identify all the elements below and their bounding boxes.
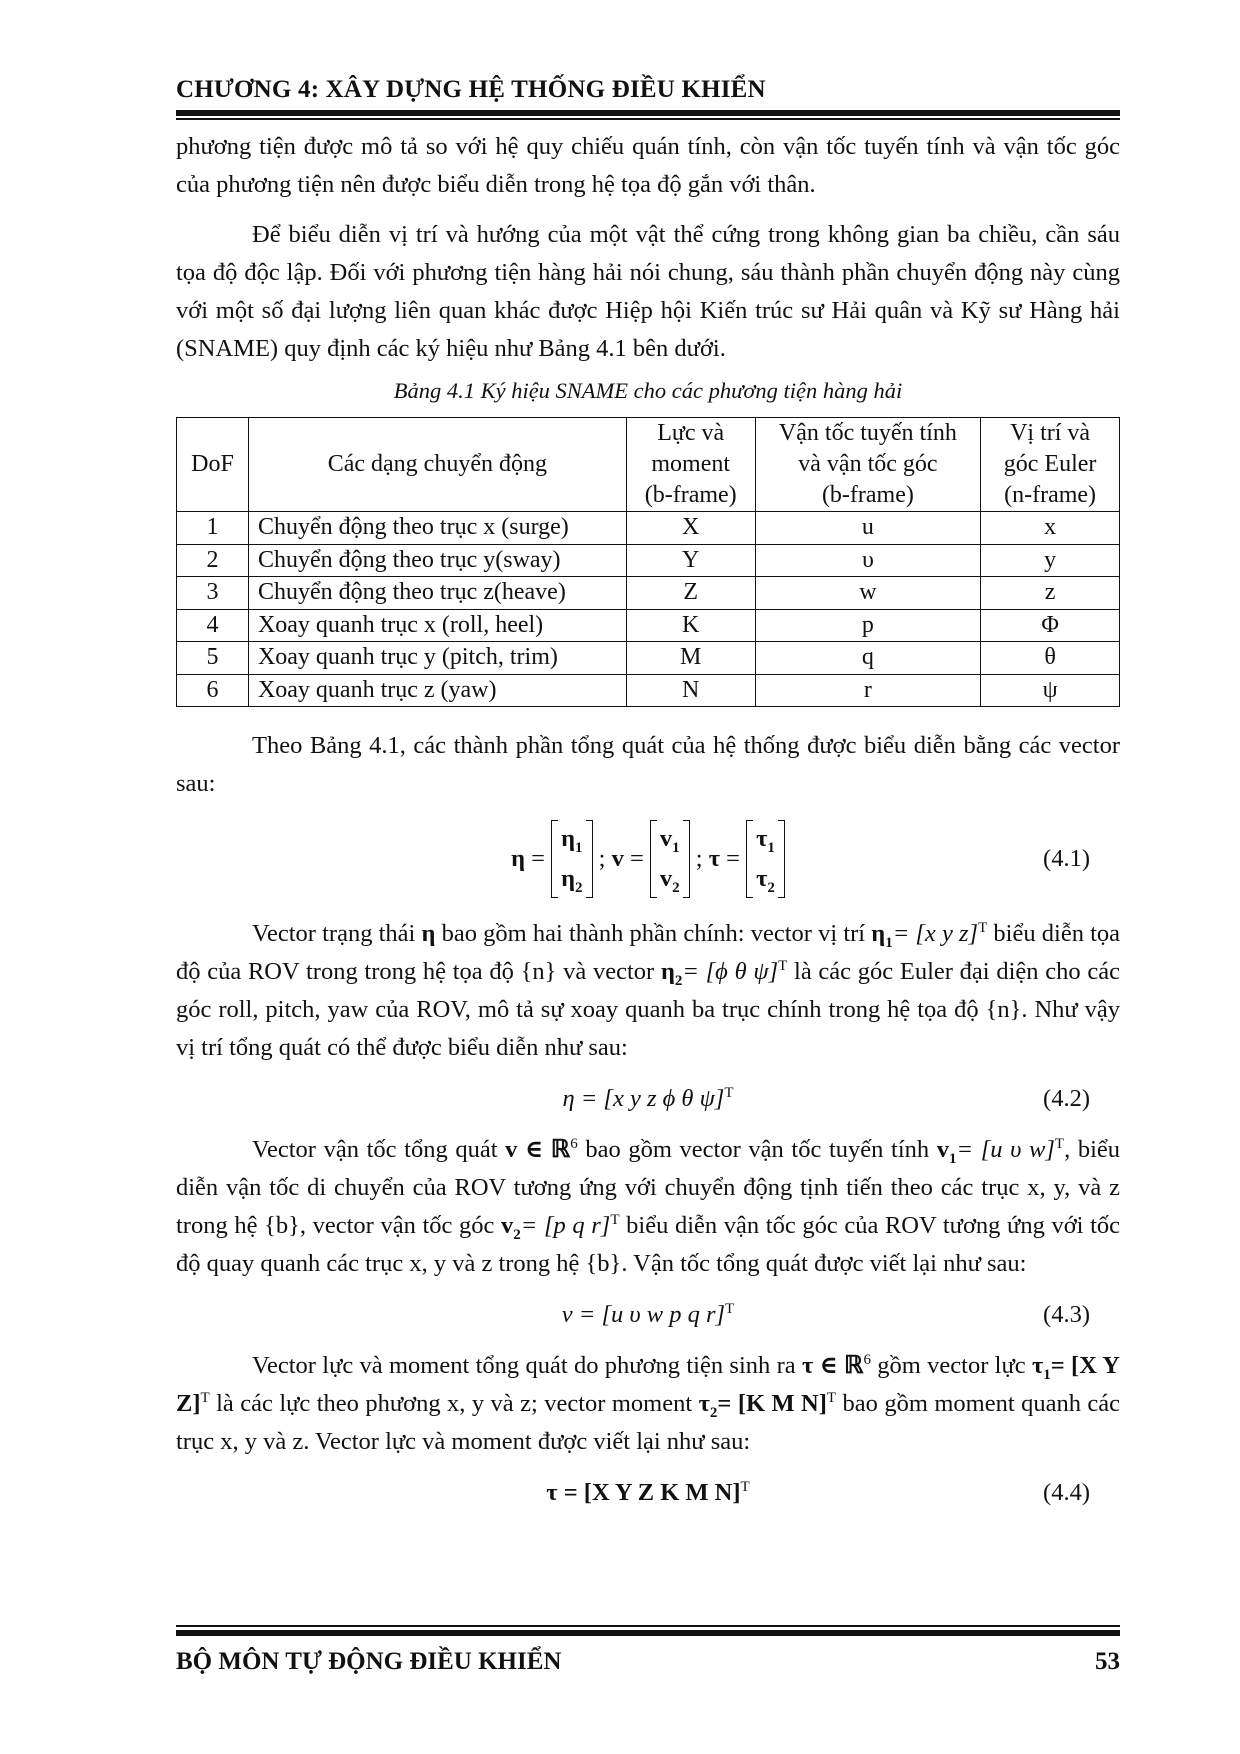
footer-rule-thin (176, 1625, 1120, 1627)
equation-4-4 (176, 1471, 1120, 1515)
cell-force: Z (626, 577, 755, 610)
symbol-semicolon: ; (695, 845, 703, 872)
header-dof: DoF (177, 418, 249, 512)
cell-dof: 4 (177, 609, 249, 642)
cell-dof: 3 (177, 577, 249, 610)
table-header-row (177, 418, 1120, 512)
equation-4-1 (176, 819, 1120, 899)
chapter-title: CHƯƠNG 4: XÂY DỰNG HỆ THỐNG ĐIỀU KHIỂN (176, 76, 766, 103)
table-row (177, 512, 1120, 545)
header-velocity (755, 418, 981, 512)
matrix-v (650, 820, 690, 898)
cell-dof: 6 (177, 674, 249, 707)
header-rule (176, 110, 1120, 116)
symbol-equals: = (726, 845, 740, 872)
table-row (177, 674, 1120, 707)
equation-4-3-body: v = [u υ w p q r]$^T$ (561, 1300, 735, 1328)
header-force-line2: moment (651, 451, 731, 477)
equation-number: (4.1) (1043, 845, 1090, 872)
header-position-line3: (n-frame) (1004, 482, 1097, 508)
cell-position: θ (981, 642, 1120, 675)
cell-motion: Xoay quanh trục x (roll, heel) (248, 609, 626, 642)
matrix-tau-2: $\tau_2$ (756, 865, 775, 896)
vector-eta1: = [x y z] (892, 920, 979, 947)
matrix-tau-1: $\tau_1$ (756, 825, 775, 856)
cell-force: X (626, 512, 755, 545)
cell-position: y (981, 544, 1120, 577)
header-force-line1: Lực và (657, 420, 725, 446)
cell-force: M (626, 642, 755, 675)
matrix-tau (746, 820, 785, 898)
equation-number: (4.2) (1043, 1085, 1090, 1112)
page-header (176, 72, 1120, 108)
header-force-line3: (b-frame) (644, 482, 737, 508)
cell-dof: 5 (177, 642, 249, 675)
vector-tau1: = [X Y Z] (176, 1352, 1121, 1417)
symbol-tau: τ (708, 845, 721, 872)
symbol-equals: = (531, 845, 545, 872)
page-footer (176, 1643, 1120, 1681)
header-position-line1: Vị trí và (1010, 420, 1091, 446)
symbol-eta: η (511, 845, 526, 872)
paragraph-2: Để biểu diễn vị trí và hướng của một vật thể cứng trong không gian ba chiều, cần sáu tọa độ độc lập. Đối với phương tiện hàng hải nói chung, sáu thành phần chuyển động này cùng với một số đại lượng liên quan khác được Hiệp hội Kiến trúc sư Hải quân và Kỹ sư Hàng hải (SNAME) quy định các ký hiệu như Bảng 4.1 bên dưới. (176, 221, 1120, 362)
header-velocity-line3: (b-frame) (821, 482, 914, 508)
cell-motion: Chuyển động theo trục x (surge) (248, 512, 626, 545)
header-force (626, 418, 755, 512)
equation-number: (4.4) (1043, 1479, 1090, 1506)
cell-velocity: υ (755, 544, 981, 577)
header-velocity-line2: và vận tốc góc (798, 451, 938, 477)
table-caption: Bảng 4.1 Ký hiệu SNAME cho các phương tiện hàng hải (393, 378, 903, 403)
cell-velocity: r (755, 674, 981, 707)
cell-force: K (626, 609, 755, 642)
cell-position: Φ (981, 609, 1120, 642)
sname-table (176, 417, 1120, 707)
header-position (981, 418, 1120, 512)
vector-v2: = [p q r] (520, 1212, 611, 1239)
table-row (177, 544, 1120, 577)
cell-velocity: u (755, 512, 981, 545)
symbol-equals: = (629, 845, 644, 872)
matrix-v-2: $v_2$ (659, 865, 680, 896)
table-row (177, 577, 1120, 610)
cell-motion: Chuyển động theo trục z(heave) (248, 577, 626, 610)
paragraph-4: Vector trạng thái η bao gồm hai thành phần chính: vector vị trí $\eta_1= [x$ y z]$^T$ biểu diễn tọa độ của ROV trong trong hệ tọa độ {n} và vector $\eta_2= [\phi$ θ ψ]$^T$ là các góc Euler đại diện cho các góc roll, pitch, yaw của ROV, mô tả sự xoay quanh ba trục chính trong hệ tọa độ {n}. Như vậy vị trí tổng quát có thể được biểu diễn như sau: (176, 919, 1121, 1061)
symbol-tau1: $\tau_1$ (1031, 1352, 1051, 1383)
vector-v1: = [u υ w] (956, 1136, 1055, 1163)
cell-motion: Xoay quanh trục z (yaw) (248, 674, 626, 707)
matrix-eta-2: $\eta_2$ (561, 865, 583, 896)
cell-force: N (626, 674, 755, 707)
paragraph-6: Vector lực và moment tổng quát do phương tiện sinh ra τ ∈ ℝ$^6$ gồm vector lực $\tau_1= [X$ Y Z]$^T$ là các lực theo phương x, y và z; vector moment $\tau_2= [K$ M N]$^T$ bao gồm moment quanh các trục x, y và z. Vector lực và moment được viết lại như sau: (176, 1351, 1121, 1455)
page-number: 53 (1095, 1648, 1120, 1675)
header-motion: Các dạng chuyển động (248, 418, 626, 512)
table-row (177, 642, 1120, 675)
header-velocity-line1: Vận tốc tuyến tính (778, 420, 957, 446)
paragraph-3: Theo Bảng 4.1, các thành phần tổng quát của hệ thống được biểu diễn bằng các vector sau: (176, 732, 1120, 797)
matrix-eta-1: $\eta_1$ (561, 825, 583, 856)
header-rule-thin (176, 118, 1120, 120)
equation-4-2-body: η = [x y z ϕ θ ψ]$^T$ (562, 1084, 734, 1112)
cell-position: ψ (981, 674, 1120, 707)
cell-velocity: w (755, 577, 981, 610)
symbol-v1: $v_1$ (936, 1136, 957, 1167)
cell-position: z (981, 577, 1120, 610)
equation-number: (4.3) (1043, 1301, 1090, 1328)
equation-4-2 (176, 1077, 1120, 1121)
page-body (176, 128, 1120, 1525)
cell-dof: 1 (177, 512, 249, 545)
symbol-tau2: $\tau_2$ (698, 1390, 718, 1421)
equation-4-3 (176, 1293, 1120, 1337)
cell-position: x (981, 512, 1120, 545)
cell-velocity: q (755, 642, 981, 675)
matrix-eta (551, 820, 592, 898)
cell-dof: 2 (177, 544, 249, 577)
paragraph-1: phương tiện được mô tả so với hệ quy chiếu quán tính, còn vận tốc tuyến tính và vận tốc góc của phương tiện nên được biểu diễn trong hệ tọa độ gắn với thân. (176, 133, 1120, 198)
symbol-eta2: $\eta_2$ (660, 958, 683, 989)
cell-motion: Xoay quanh trục y (pitch, trim) (248, 642, 626, 675)
cell-motion: Chuyển động theo trục y(sway) (248, 544, 626, 577)
cell-force: Y (626, 544, 755, 577)
equation-4-1-body (176, 819, 1120, 899)
equation-4-4-body: τ = [X Y Z K M N]$^T$ (546, 1478, 750, 1506)
cell-velocity: p (755, 609, 981, 642)
vector-eta2: = [ϕ θ ψ] (682, 958, 779, 985)
matrix-v-1: $v_1$ (659, 825, 680, 856)
header-position-line2: góc Euler (1003, 451, 1097, 477)
vector-tau2: = [K M N] (717, 1390, 827, 1417)
symbol-eta: η (421, 920, 436, 947)
symbol-semicolon: ; (598, 845, 606, 872)
department-name: BỘ MÔN TỰ ĐỘNG ĐIỀU KHIỂN (176, 1648, 562, 1675)
symbol-tau-in-r6: τ ∈ ℝ (801, 1352, 864, 1379)
symbol-v: v (611, 845, 624, 872)
paragraph-5: Vector vận tốc tổng quát v ∈ ℝ$^6$ bao gồm vector vận tốc tuyến tính $v_1= [u$ υ w]$^T$, biểu diễn vận tốc di chuyển của ROV tương ứng với chuyển động tịnh tiến theo các trục x, y, và z trong hệ {b}, vector vận tốc góc $v_2= [p$ q r]$^T$ biểu diễn vận tốc góc của ROV tương ứng với tốc độ quay quanh các trục x, y và z trong hệ {b}. Vận tốc tổng quát được viết lại như sau: (176, 1135, 1121, 1277)
footer-rule (176, 1630, 1120, 1636)
table-row (177, 609, 1120, 642)
symbol-v2: $v_2$ (501, 1212, 521, 1243)
symbol-v-in-r6: v ∈ ℝ (505, 1136, 571, 1163)
symbol-eta1: $\eta_1$ (871, 920, 893, 951)
